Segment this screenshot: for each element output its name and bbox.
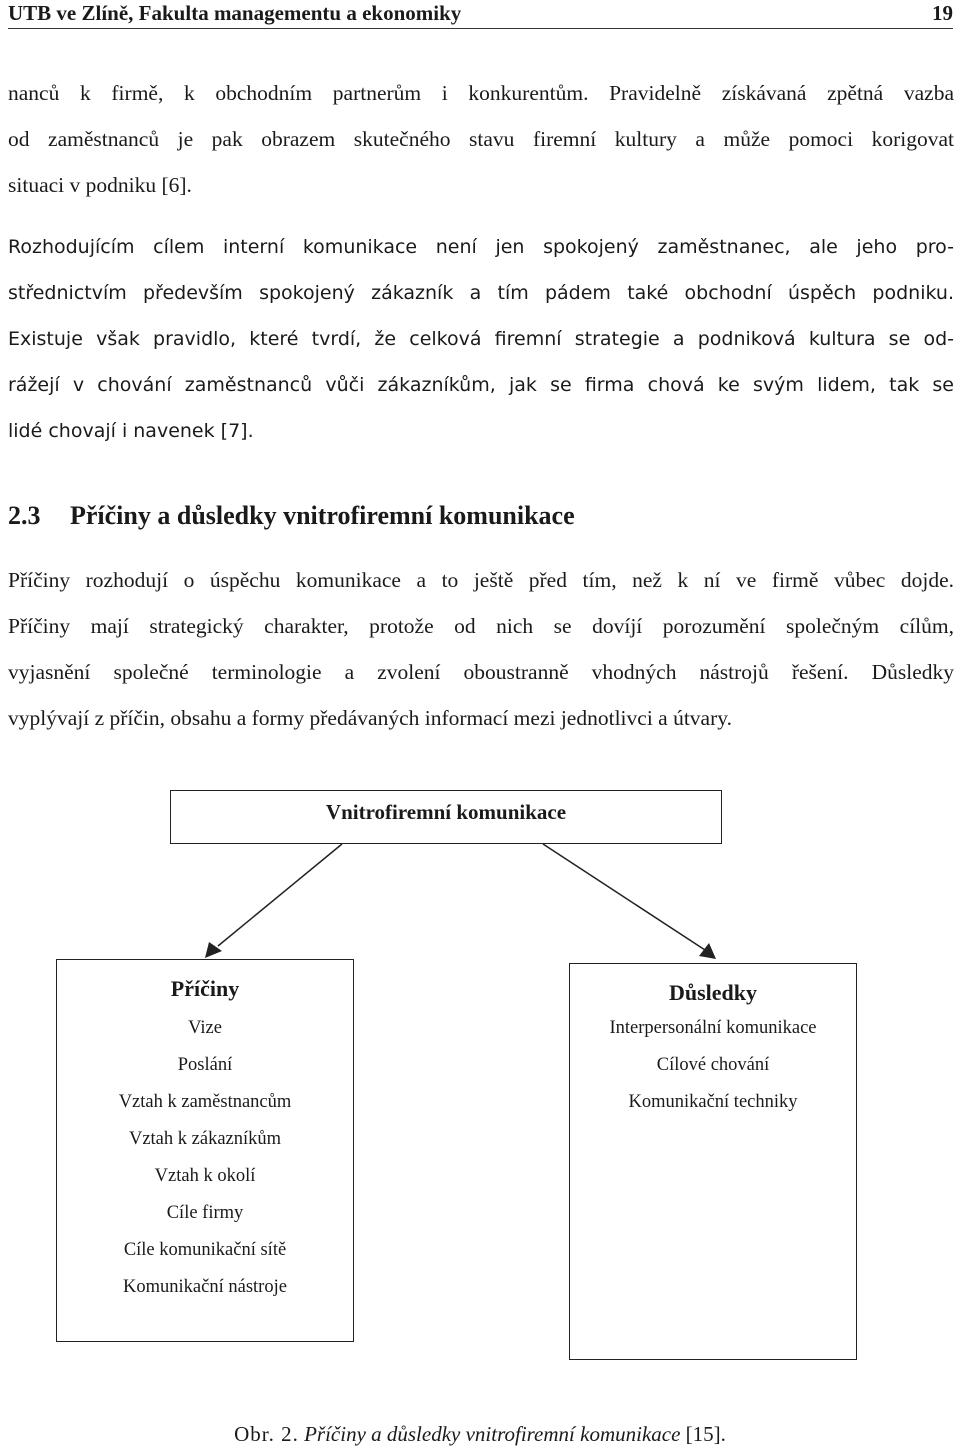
- arrow-head-causes: [205, 942, 222, 958]
- causes-item: Poslání: [177, 1055, 233, 1075]
- figure-caption: [0, 1418, 960, 1450]
- paragraph-2-line: rážejí v chování zaměstnanců vůči zákazníkům, jak se firma chová ke svým lidem, tak se: [8, 374, 954, 396]
- page-header: [8, 0, 953, 29]
- paragraph-1: [8, 70, 954, 208]
- page-number: 19: [932, 1, 953, 25]
- diagram-consequences-box: [569, 963, 857, 1360]
- paragraph-1-line: nanců k firmě, k obchodním partnerům i konkurentům. Pravidelně získávaná zpětná vazba: [8, 81, 954, 105]
- section-heading: [8, 496, 575, 536]
- causes-item: Cíle firmy: [166, 1203, 244, 1223]
- diagram-top-title: Vnitrofiremní komunikace: [325, 800, 567, 824]
- causes-item: Vztah k zaměstnancům: [118, 1092, 292, 1112]
- causes-item: Cíle komunikační sítě: [123, 1240, 287, 1260]
- paragraph-2-line: lidé chovají i navenek [7].: [8, 420, 254, 442]
- consequences-item: Komunikační techniky: [628, 1092, 798, 1112]
- paragraph-2: [8, 224, 954, 454]
- causes-item: Komunikační nástroje: [123, 1277, 287, 1297]
- header-title: UTB ve Zlíně, Fakulta managementu a ekonomiky: [8, 1, 462, 25]
- caption-title: Příčiny a důsledky vnitrofiremní komunikace: [304, 1422, 681, 1446]
- paragraph-3-line: Příčiny mají strategický charakter, protože od nich se dovíjí porozumění společným cílům,: [8, 614, 954, 638]
- consequences-item: Interpersonální komunikace: [609, 1018, 817, 1038]
- section-title: Příčiny a důsledky vnitrofiremní komunikace: [70, 501, 575, 530]
- paragraph-3: [8, 557, 954, 741]
- paragraph-2-line: střednictvím především spokojený zákazník a tím pádem také obchodní úspěch podniku.: [8, 282, 954, 304]
- causes-item: Vztah k okolí: [154, 1166, 256, 1186]
- causes-list: [57, 1010, 353, 1306]
- causes-item: Vztah k zákazníkům: [128, 1129, 282, 1149]
- consequences-item: Cílové chování: [656, 1055, 770, 1075]
- paragraph-2-line: Existuje však pravidlo, které tvrdí, že celková firemní strategie a podniková kultura se od-: [8, 328, 954, 350]
- paragraph-1-line: od zaměstnanců je pak obrazem skutečného stavu firemní kultury a může pomoci korigovat: [8, 127, 954, 151]
- paragraph-3-line: Příčiny rozhodují o úspěchu komunikace a to ještě před tím, než k ní ve firmě vůbec dojde.: [8, 568, 954, 592]
- caption-label: Obr. 2.: [234, 1422, 299, 1446]
- caption-reference: [15].: [685, 1422, 726, 1446]
- consequences-title: Důsledky: [668, 980, 758, 1005]
- paragraph-1-line: situaci v podniku [6].: [8, 173, 192, 197]
- section-number: 2.3: [8, 501, 41, 530]
- paragraph-3-line: vyjasnění společné terminologie a zvolení oboustranně vhodných nástrojů řešení. Důsledky: [8, 660, 954, 684]
- causes-title: Příčiny: [170, 976, 240, 1001]
- arrow-head-consequences: [699, 943, 716, 959]
- paragraph-2-line: Rozhodujícím cílem interní komunikace není jen spokojený zaměstnanec, ale jeho pro-: [8, 236, 954, 258]
- diagram-causes-box: [56, 959, 354, 1342]
- diagram-top-box: [170, 790, 722, 844]
- arrow-to-causes: [218, 844, 342, 946]
- paragraph-3-line: vyplývají z příčin, obsahu a formy předávaných informací mezi jednotlivci a útvary.: [8, 706, 732, 730]
- arrow-to-consequences: [543, 844, 705, 950]
- causes-item: Vize: [188, 1018, 222, 1038]
- consequences-list: [570, 1010, 856, 1121]
